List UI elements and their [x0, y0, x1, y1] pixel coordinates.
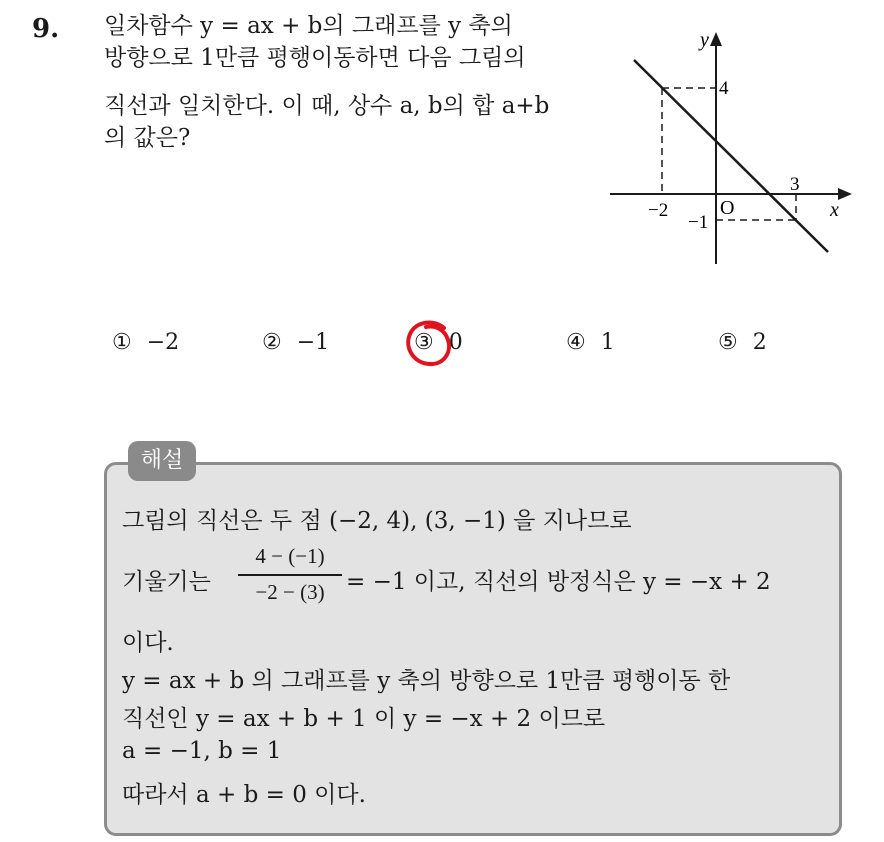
- choice-value: 1: [600, 330, 615, 355]
- solution-line-5: 직선인 y = ax + b + 1 이 y = −x + 2 이므로: [122, 706, 606, 732]
- origin-label: O: [720, 197, 735, 219]
- tick-label-y4: 4: [719, 78, 729, 99]
- graph-line: [634, 60, 828, 252]
- y-axis-arrow-icon: [710, 32, 722, 46]
- question-line-3: 직선과 일치한다. 이 때, 상수 a, b의 합 a+b: [104, 93, 550, 119]
- choice-4[interactable]: [566, 330, 615, 355]
- choice-marker: ⑤: [718, 330, 738, 355]
- tick-label-x3: 3: [790, 174, 800, 195]
- solution-line-1: 그림의 직선은 두 점 (−2, 4), (3, −1) 을 지나므로: [122, 508, 632, 534]
- question-line-1: 일차함수 y = ax + b의 그래프를 y 축의: [104, 13, 513, 39]
- answer-circle-mark: [404, 318, 454, 368]
- question-number: 9.: [32, 14, 60, 44]
- solution-line-3: 이다.: [122, 630, 174, 656]
- y-axis-label: y: [700, 29, 709, 51]
- tick-label-yneg1: −1: [688, 212, 709, 233]
- solution-line-6: a = −1, b = 1: [122, 738, 282, 764]
- choice-value: −1: [296, 330, 330, 355]
- x-axis-label: x: [830, 199, 839, 221]
- choice-5[interactable]: [718, 330, 767, 355]
- coordinate-graph: [600, 20, 860, 270]
- choice-2[interactable]: [262, 330, 329, 355]
- choice-marker: ②: [262, 330, 282, 355]
- tick-label-xneg2: −2: [648, 200, 669, 221]
- choice-marker: ①: [112, 330, 132, 355]
- fraction-denominator: −2 − (3): [255, 580, 325, 604]
- choice-value: 2: [752, 330, 767, 355]
- fraction-bar: [238, 574, 342, 576]
- solution-line-4: y = ax + b 의 그래프를 y 축의 방향으로 1만큼 평행이동 한: [122, 668, 731, 694]
- solution-slope-suffix: = −1 이고, 직선의 방정식은 y = −x + 2: [346, 569, 771, 595]
- question-line-2: 방향으로 1만큼 평행이동하면 다음 그림의: [104, 45, 526, 71]
- solution-tag: 해설: [128, 441, 196, 481]
- choice-marker: ④: [566, 330, 586, 355]
- question-line-4: 의 값은?: [104, 125, 191, 151]
- choice-value: 0: [448, 330, 463, 355]
- choice-1[interactable]: [112, 330, 179, 355]
- solution-slope-prefix: 기울기는: [122, 569, 211, 595]
- x-axis-arrow-icon: [838, 188, 852, 200]
- choice-marker: ③: [414, 330, 434, 355]
- fraction-numerator: 4 − (−1): [255, 544, 325, 568]
- solution-line-7: 따라서 a + b = 0 이다.: [122, 782, 366, 808]
- choice-value: −2: [146, 330, 180, 355]
